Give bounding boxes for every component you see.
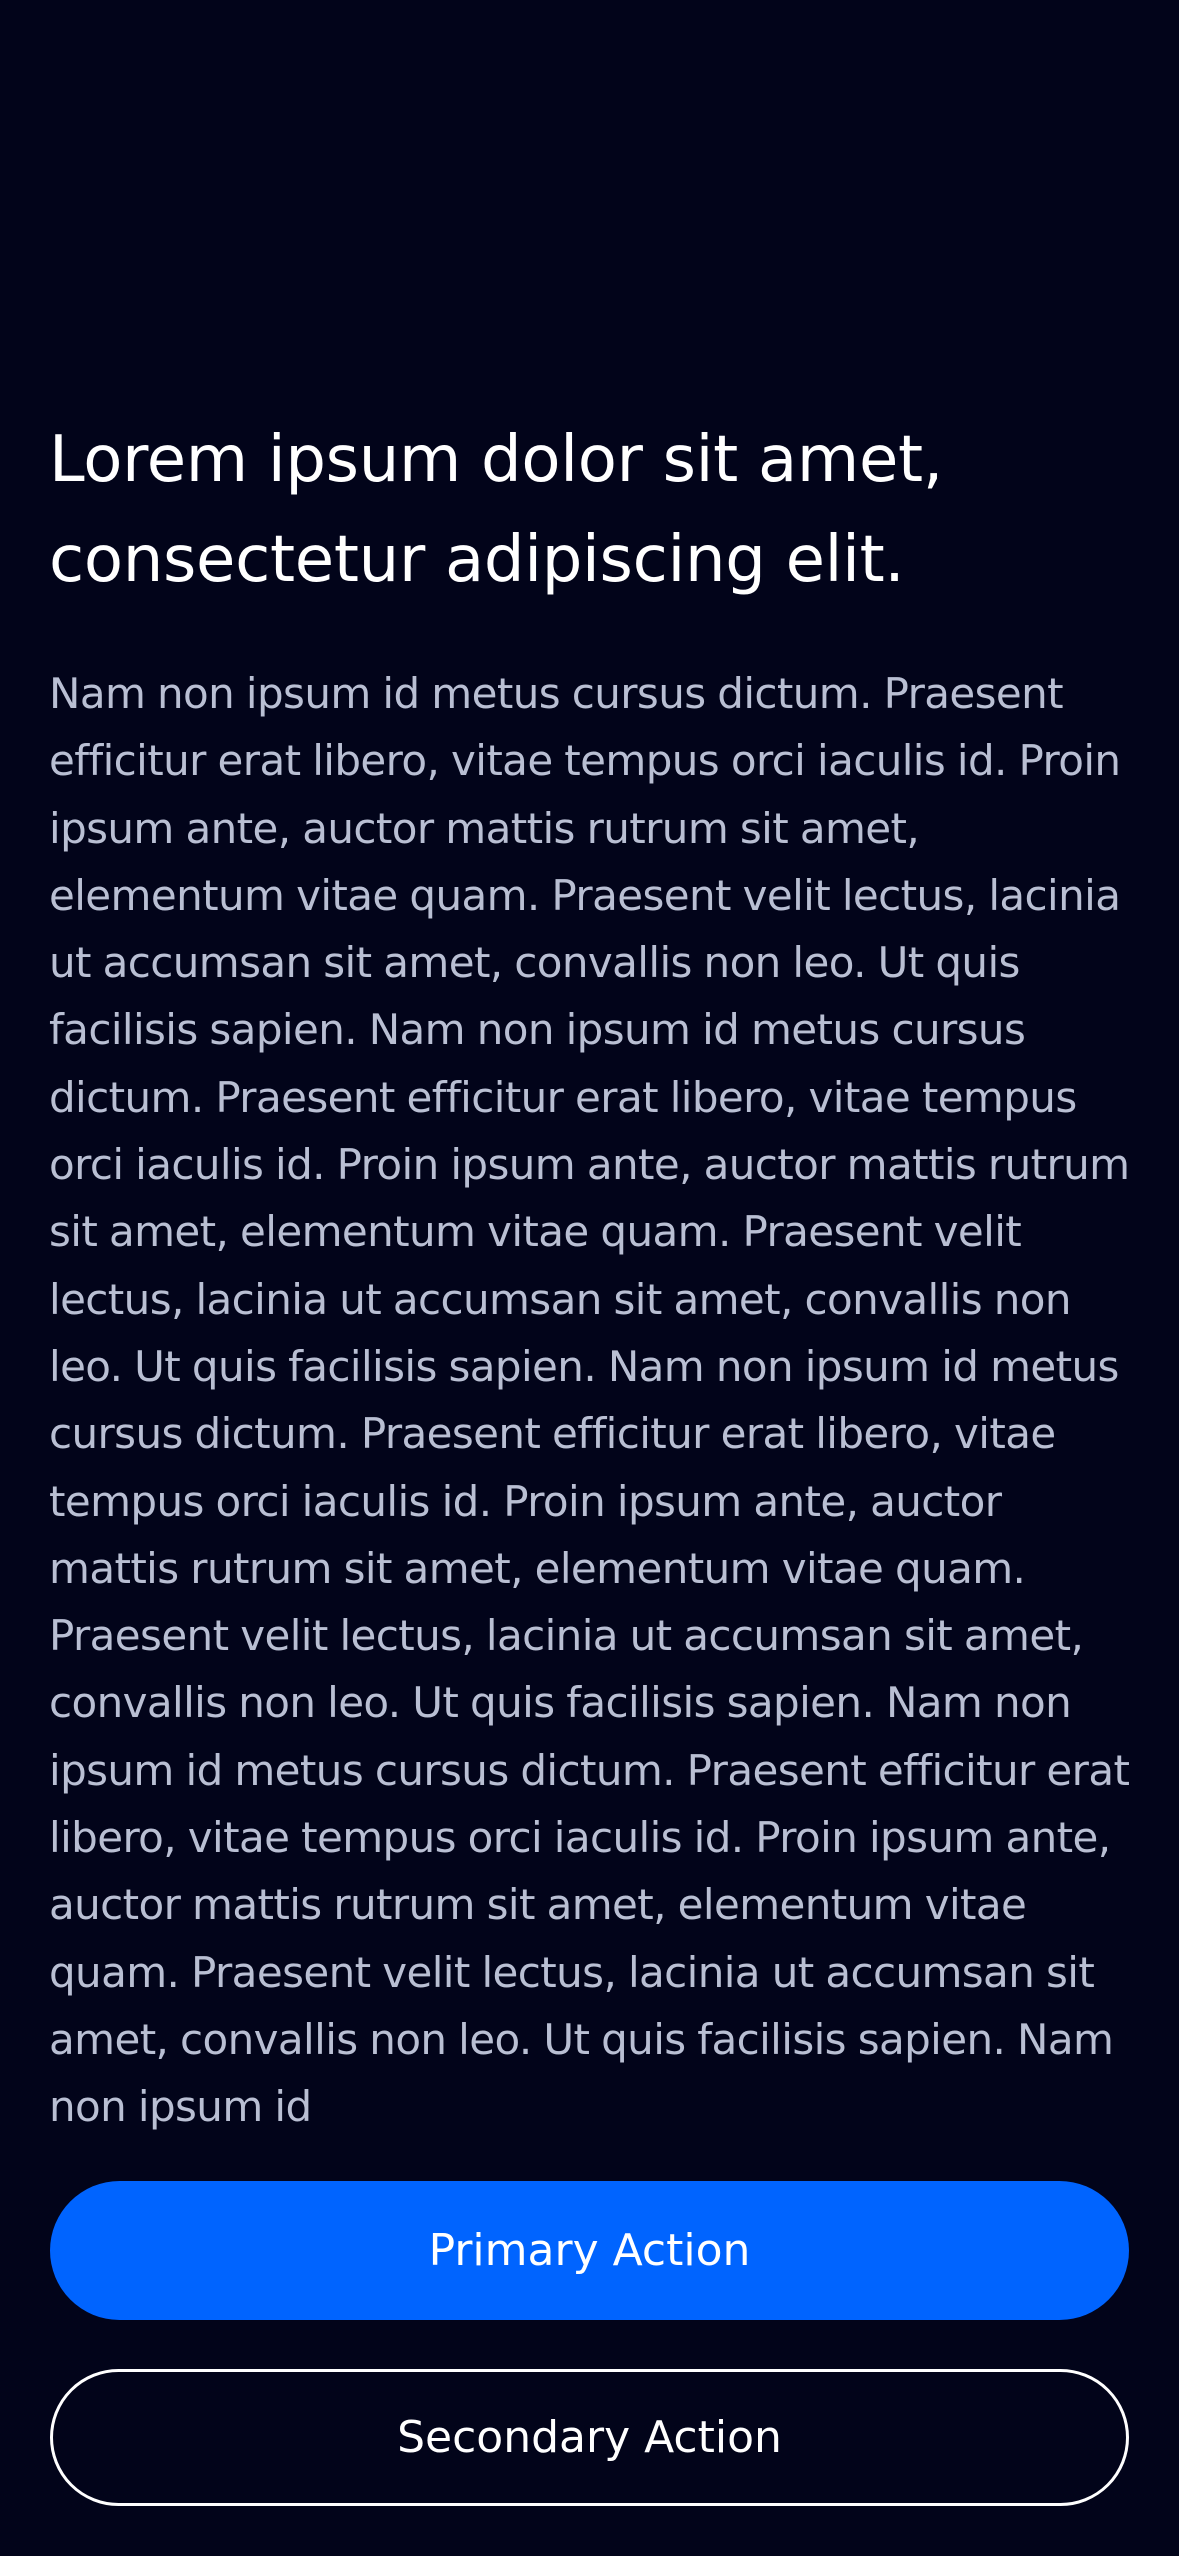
page-title: Lorem ipsum dolor sit amet, consectetur adipiscing elit.	[49, 423, 943, 597]
body-text: Nam non ipsum id metus cursus dictum. Praesent efficitur erat libero, vitae tempus orci iaculis id. Proin ipsum ante, auctor mattis rutrum sit amet, elementum vitae quam. Praesent velit lectus, lacinia ut accumsan sit amet, convallis non leo. Ut quis facilisis sapien. Nam non ipsum id metus cursus dictum. Praesent efficitur erat libero, vitae tempus orci iaculis id. Proin ipsum ante, auctor mattis rutrum sit amet, elementum vitae quam. Praesent velit lectus, lacinia ut accumsan sit amet, convallis non leo. Ut quis facilisis sapien. Nam non ipsum id metus cursus dictum. Praesent efficitur erat libero, vitae tempus orci iaculis id. Proin ipsum ante, auctor mattis rutrum sit amet, elementum vitae quam. Praesent velit lectus, lacinia ut accumsan sit amet, convallis non leo. Ut quis facilisis sapien. Nam non ipsum id metus cursus dictum. Praesent efficitur erat libero, vitae tempus orci iaculis id. Proin ipsum ante, auctor mattis rutrum sit amet, elementum vitae quam. Praesent velit lectus, lacinia ut accumsan sit amet, convallis non leo. Ut quis facilisis sapien. Nam non ipsum id	[49, 669, 1130, 2132]
secondary-action-button[interactable]: Secondary Action	[50, 2369, 1129, 2506]
body-scroll-area[interactable]	[49, 660, 1139, 2135]
primary-action-button[interactable]: Primary Action	[50, 2181, 1129, 2320]
